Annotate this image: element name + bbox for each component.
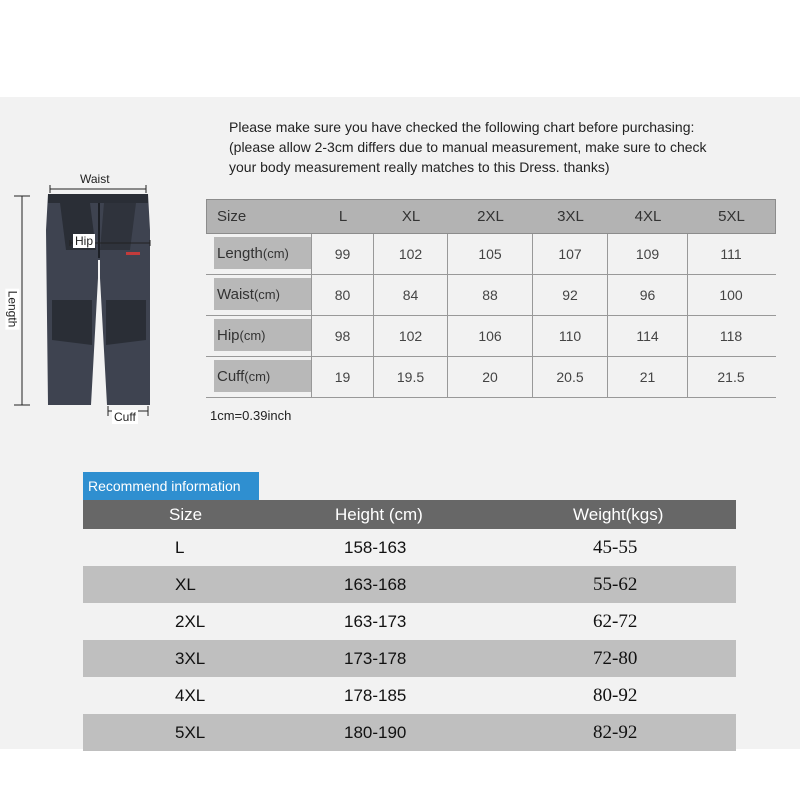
size-cell: 2XL: [175, 611, 206, 631]
header-4xl: 4XL: [634, 208, 662, 225]
header-height: Height (cm): [335, 504, 423, 524]
waist-label: Waist: [80, 172, 110, 186]
row-label: Waist (cm): [214, 278, 311, 310]
chart-cell: 100: [687, 275, 774, 315]
length-label: Length: [5, 290, 20, 328]
recommend-row: [83, 529, 736, 566]
height-cell: 158-163: [344, 537, 407, 557]
row-label: Length (cm): [214, 237, 311, 269]
chart-cell: 19.5: [373, 357, 447, 397]
recommend-row: [83, 640, 736, 677]
cuff-label: Cuff: [114, 410, 136, 424]
chart-cell: 21.5: [687, 357, 774, 397]
weight-cell: 62-72: [593, 610, 638, 632]
height-cell: 173-178: [344, 648, 407, 668]
chart-cell: 96: [607, 275, 687, 315]
weight-cell: 55-62: [593, 573, 638, 595]
chart-row-length: [206, 234, 776, 275]
header-5xl: 5XL: [718, 208, 745, 225]
size-chart-header: [206, 199, 776, 234]
row-label: Hip (cm): [214, 319, 311, 351]
header-2xl: 2XL: [477, 208, 504, 225]
chart-cell: 98: [311, 316, 373, 356]
chart-cell: 20: [447, 357, 532, 397]
header-weight: Weight(kgs): [573, 504, 664, 524]
size-cell: L: [175, 537, 185, 557]
hip-label: Hip: [75, 234, 94, 248]
chart-cell: 102: [373, 234, 447, 274]
chart-cell: 80: [311, 275, 373, 315]
chart-cell: 92: [532, 275, 607, 315]
chart-cell: 84: [373, 275, 447, 315]
purchase-notice: [229, 117, 789, 177]
pants-figure: [0, 170, 200, 430]
header-size: Size: [169, 504, 203, 524]
chart-cell: 105: [447, 234, 532, 274]
chart-cell: 20.5: [532, 357, 607, 397]
chart-cell: 107: [532, 234, 607, 274]
height-cell: 180-190: [344, 722, 407, 742]
size-cell: 3XL: [175, 648, 206, 668]
recommend-row: [83, 714, 736, 751]
recommend-header: [83, 500, 736, 529]
weight-cell: 80-92: [593, 684, 638, 706]
header-3xl: 3XL: [557, 208, 584, 225]
recommend-row: [83, 566, 736, 603]
size-cell: 4XL: [175, 685, 206, 705]
recommend-tag: Recommend information: [83, 472, 259, 500]
chart-cell: 19: [311, 357, 373, 397]
chart-cell: 106: [447, 316, 532, 356]
size-chart: [206, 199, 776, 398]
chart-cell: 88: [447, 275, 532, 315]
header-l: L: [338, 208, 348, 225]
notice-line-2: (please allow 2-3cm differs due to manual measurement, make sure to check: [229, 139, 707, 155]
chart-cell: 109: [607, 234, 687, 274]
weight-cell: 72-80: [593, 647, 638, 669]
row-label: Cuff (cm): [214, 360, 311, 392]
chart-cell: 111: [687, 234, 774, 274]
unit-conversion-note: 1cm=0.39inch: [210, 408, 292, 423]
chart-cell: 102: [373, 316, 447, 356]
size-cell: 5XL: [175, 722, 206, 742]
recommend-row: [83, 677, 736, 714]
height-cell: 163-173: [344, 611, 407, 631]
height-cell: 163-168: [344, 574, 407, 594]
chart-cell: 99: [311, 234, 373, 274]
chart-cell: 118: [687, 316, 774, 356]
chart-row-cuff: [206, 357, 776, 398]
notice-line-1: Please make sure you have checked the following chart before purchasing:: [229, 119, 695, 135]
weight-cell: 82-92: [593, 721, 638, 743]
chart-cell: 114: [607, 316, 687, 356]
chart-row-hip: [206, 316, 776, 357]
chart-cell: 110: [532, 316, 607, 356]
height-cell: 178-185: [344, 685, 407, 705]
header-xl: XL: [401, 208, 421, 225]
weight-cell: 45-55: [593, 536, 638, 558]
chart-cell: 21: [607, 357, 687, 397]
recommend-table: [83, 500, 736, 751]
notice-line-3: your body measurement really matches to this Dress. thanks): [229, 159, 610, 175]
recommend-row: [83, 603, 736, 640]
pants-illustration: [0, 170, 200, 430]
size-cell: XL: [175, 574, 196, 594]
header-size: Size: [217, 208, 247, 225]
chart-row-waist: [206, 275, 776, 316]
